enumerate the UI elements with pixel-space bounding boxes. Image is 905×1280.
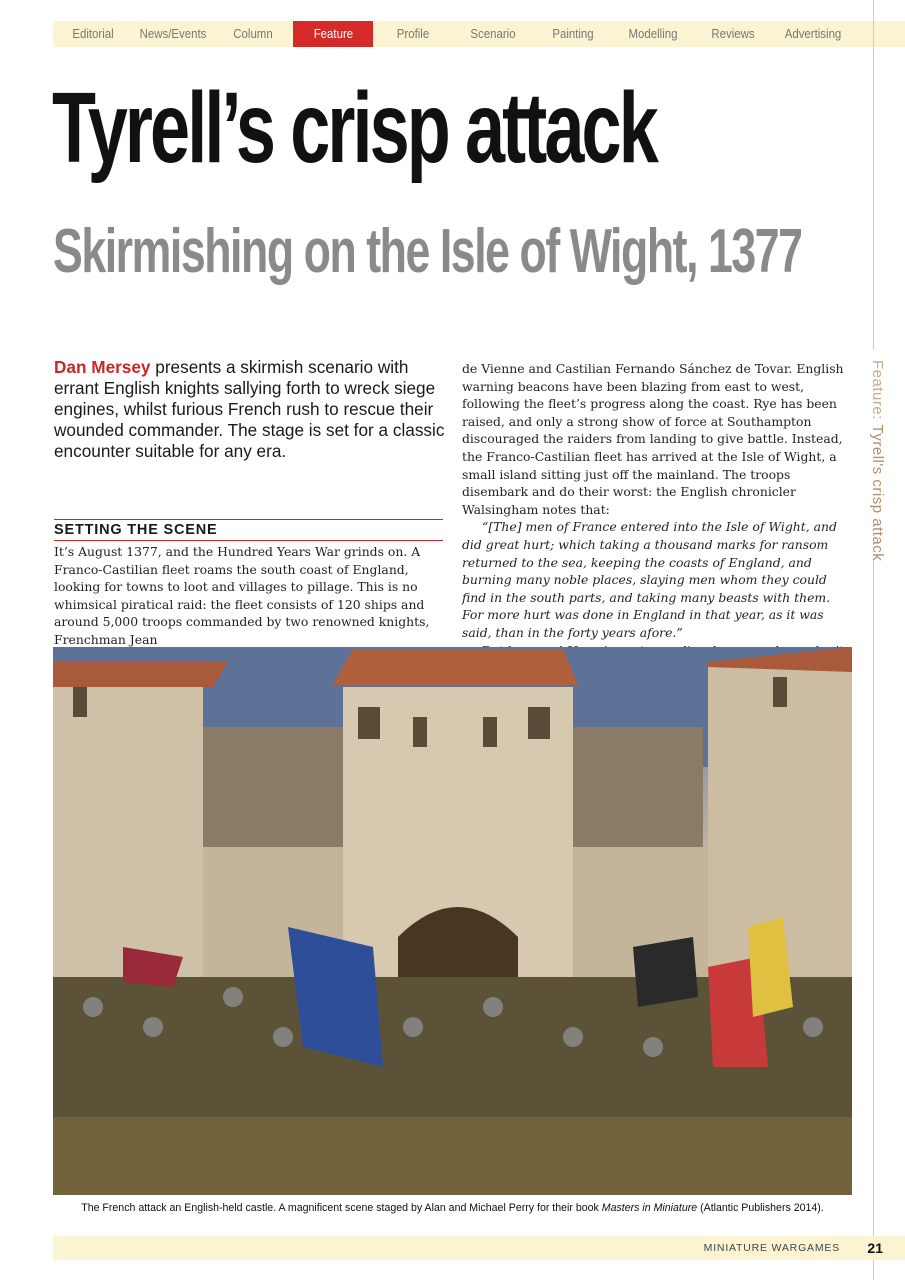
- standfirst-text: presents a skirmish scenario with errant English knights sallying forth to wreck siege engines, whilst furious French rush to rescue their wounded commander. The stage is set for a classic encounter suitable for any era.: [54, 357, 445, 461]
- soldier-helmet: [403, 1017, 423, 1037]
- window: [483, 717, 497, 747]
- nav-item-profile[interactable]: Profile: [396, 26, 430, 41]
- nav-item-editorial[interactable]: Editorial: [72, 26, 114, 41]
- caption-book-title: Masters in Miniature: [601, 1202, 698, 1214]
- section-heading: SETTING THE SCENE: [54, 519, 443, 541]
- window: [528, 707, 550, 739]
- soldier-helmet: [83, 997, 103, 1017]
- standfirst: [54, 357, 450, 462]
- page-number: 21: [867, 1240, 883, 1256]
- caption-tail: (Atlantic Publishers 2014).: [697, 1202, 824, 1214]
- soldier-helmet: [563, 1027, 583, 1047]
- foreground-grass: [53, 1117, 852, 1195]
- nav-item-feature-label: Feature: [313, 26, 353, 41]
- nav-item-reviews[interactable]: Reviews: [711, 26, 755, 41]
- side-rule: [873, 0, 874, 1280]
- gatehouse-roof: [333, 649, 578, 685]
- nav-item-column[interactable]: Column: [233, 26, 273, 41]
- body-paragraph-1-part-2: de Vienne and Castilian Fernando Sánchez de Tovar. English warning beacons have been blazing from east to west, following the fleet’s progress along the coast. Rye has been raised, and only a strong show of force at Southampton discouraged the raiders from landing to give battle. Instead, the Franco-Castilian fleet has arrived at the Isle of Wight, a small island sitting just off the mainland. The troops disembark and do their worst: the English chronicler Walsingham notes that:: [462, 361, 844, 517]
- nav-item-painting[interactable]: Painting: [552, 26, 594, 41]
- window: [773, 677, 787, 707]
- walsingham-quote: “[The] men of France entered into the Isle of Wight, and did great hurt; which taking a thousand marks for ransom returned to the sea, keeping the coasts of England, and burning many noble places, slaying men whom they could find in the south parts, and taking many beasts with them. For more hurt was done in England in that year, as it was said, than in the forty years afore.”: [462, 519, 837, 640]
- soldier-helmet: [273, 1027, 293, 1047]
- nav-item-modelling[interactable]: Modelling: [628, 26, 678, 41]
- author-name: Dan Mersey: [54, 357, 151, 377]
- body-column-right: [462, 360, 848, 659]
- publication-name: MINIATURE WARGAMES: [703, 1242, 840, 1254]
- caption-lead: The French attack an English-held castle. A magnificent scene staged by Alan and Michael Perry for their book: [81, 1202, 602, 1214]
- body-paragraph-1-part-1: It’s August 1377, and the Hundred Years War grinds on. A Franco-Castilian fleet roams the south coast of England, looking for towns to loot and villages to pillage. This is no whimsical piratical raid: the fleet consists of 120 ships and around 5,000 troops commanded by two renowned knights, Frenchman Jean: [54, 544, 430, 647]
- nav-item-advertising[interactable]: Advertising: [784, 26, 842, 41]
- nav-item-feature[interactable]: [293, 21, 373, 47]
- page-footer: [53, 1236, 905, 1260]
- nav-item-news-events[interactable]: News/Events: [139, 26, 207, 41]
- soldier-helmet: [143, 1017, 163, 1037]
- soldier-helmet: [483, 997, 503, 1017]
- soldier-helmet: [643, 1037, 663, 1057]
- window: [73, 687, 87, 717]
- checkered-banner: [633, 937, 698, 1007]
- side-label-kicker: Feature:: [869, 360, 886, 420]
- window: [358, 707, 380, 739]
- photo-caption: [53, 1200, 852, 1216]
- side-section-label: [866, 360, 886, 560]
- soldier-helmet: [803, 1017, 823, 1037]
- soldier-helmet: [223, 987, 243, 1007]
- body-column-left: [54, 543, 444, 649]
- castle-battle-illustration: [53, 647, 852, 1195]
- section-nav: [53, 21, 905, 47]
- article-subtitle: Skirmishing on the Isle of Wight, 1377: [53, 217, 802, 286]
- article-title: Tyrell’s crisp attack: [52, 72, 656, 184]
- nav-item-scenario[interactable]: Scenario: [470, 26, 516, 41]
- castle-battle-photo: [53, 647, 852, 1195]
- window: [413, 717, 427, 747]
- side-label-text: Tyrell's crisp attack: [869, 424, 886, 562]
- left-tower-roof: [53, 662, 228, 687]
